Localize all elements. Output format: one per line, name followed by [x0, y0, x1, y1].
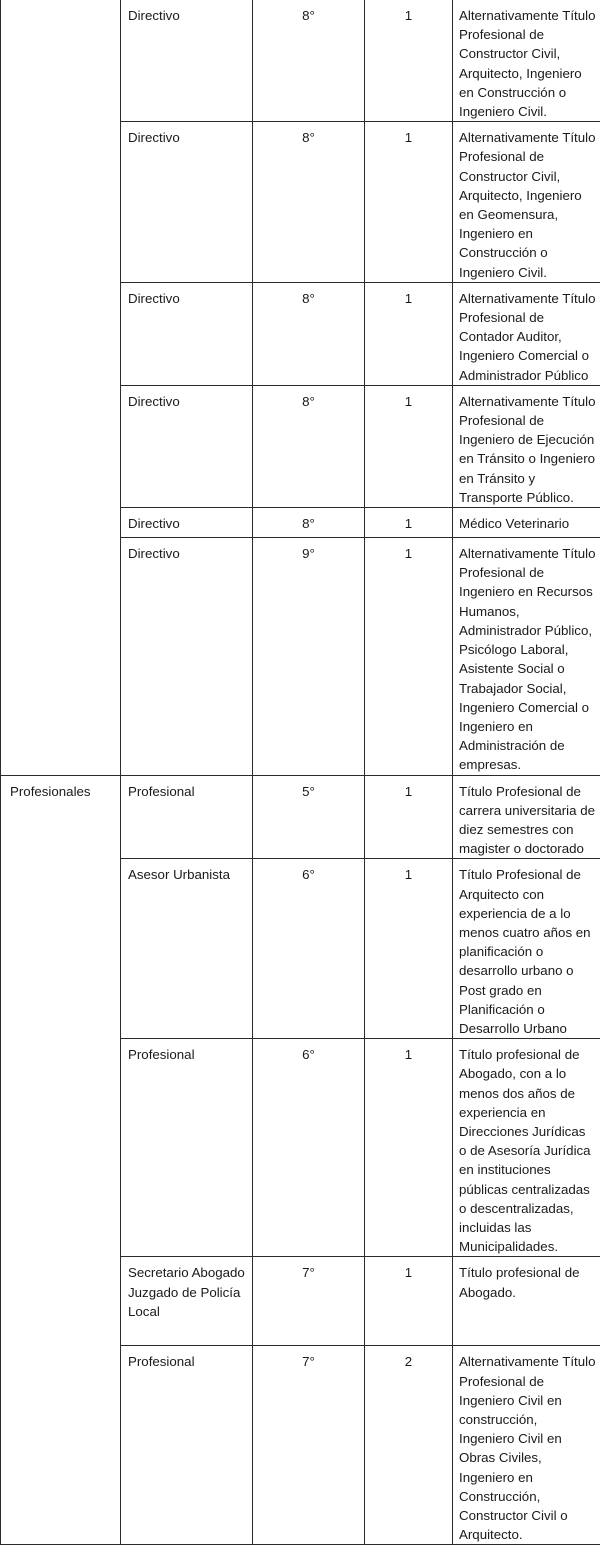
cargo-cell: Profesional: [121, 1346, 253, 1545]
grado-cell: 9°: [253, 538, 365, 775]
cantidad-cell: 1: [365, 1257, 453, 1346]
table-row: [1, 1257, 600, 1346]
requisito-cell: Título profesional de Abogado.: [453, 1257, 600, 1346]
cargo-cell: Directivo: [121, 538, 253, 775]
cantidad-cell: 1: [365, 122, 453, 283]
grado-cell: 8°: [253, 282, 365, 385]
requisito-cell: Alternativamente Título Profesional de Ingeniero Civil en construcción, Ingeniero Civil en Obras Civiles, Ingeniero en Construcción, Constructor Civil o Arquitecto.: [453, 1346, 600, 1545]
table-row: [1, 1346, 600, 1545]
cargo-cell: Directivo: [121, 282, 253, 385]
cargo-cell: Secretario Abogado Juzgado de Policía Local: [121, 1257, 253, 1346]
table-row: [1, 859, 600, 1039]
cargo-cell: Profesional: [121, 1039, 253, 1257]
grado-cell: 5°: [253, 775, 365, 859]
cantidad-cell: 1: [365, 385, 453, 507]
cantidad-cell: 1: [365, 775, 453, 859]
cargo-cell: Asesor Urbanista: [121, 859, 253, 1039]
table-row: [1, 538, 600, 775]
categoria-cell: [1, 1346, 121, 1545]
cargo-cell: Directivo: [121, 122, 253, 283]
grado-cell: 7°: [253, 1346, 365, 1545]
requisito-cell: Alternativamente Título Profesional de Constructor Civil, Arquitecto, Ingeniero en Construcción o Ingeniero Civil.: [453, 0, 600, 122]
cargo-cell: Profesional: [121, 775, 253, 859]
grado-cell: 8°: [253, 0, 365, 122]
requisito-cell: Alternativamente Título Profesional de Ingeniero de Ejecución en Tránsito o Ingeniero en Tránsito y Transporte Público.: [453, 385, 600, 507]
table-row: [1, 282, 600, 385]
cantidad-cell: 1: [365, 282, 453, 385]
requisito-cell: Médico Veterinario: [453, 508, 600, 538]
grado-cell: 8°: [253, 122, 365, 283]
grado-cell: 6°: [253, 859, 365, 1039]
categoria-cell: [1, 1257, 121, 1346]
requisito-cell: Título profesional de Abogado, con a lo menos dos años de experiencia en Direcciones Jurídicas o de Asesoría Jurídica en instituciones públicas centralizadas o descentralizadas, incluidas las Municipalidades.: [453, 1039, 600, 1257]
categoria-cell: [1, 508, 121, 538]
categoria-cell: [1, 1039, 121, 1257]
requisito-cell: Título Profesional de carrera universitaria de diez semestres con magister o doctorado: [453, 775, 600, 859]
categoria-cell: [1, 122, 121, 283]
categoria-cell: [1, 538, 121, 775]
cantidad-cell: 1: [365, 0, 453, 122]
requisito-cell: Título Profesional de Arquitecto con experiencia de a lo menos cuatro años en planificación o desarrollo urbano o Post grado en Planificación o Desarrollo Urbano: [453, 859, 600, 1039]
cargo-cell: Directivo: [121, 0, 253, 122]
categoria-cell: Profesionales: [1, 775, 121, 859]
grado-cell: 8°: [253, 385, 365, 507]
cantidad-cell: 1: [365, 508, 453, 538]
requisito-cell: Alternativamente Título Profesional de Ingeniero en Recursos Humanos, Administrador Público, Psicólogo Laboral, Asistente Social o Trabajador Social, Ingeniero Comercial o Ingeniero en Administración de empresas.: [453, 538, 600, 775]
cargo-cell: Directivo: [121, 508, 253, 538]
table-row: [1, 508, 600, 538]
requisito-cell: Alternativamente Título Profesional de Constructor Civil, Arquitecto, Ingeniero en Geomensura, Ingeniero en Construcción o Ingeniero Civil.: [453, 122, 600, 283]
table-row: [1, 775, 600, 859]
categoria-cell: [1, 282, 121, 385]
cantidad-cell: 1: [365, 859, 453, 1039]
table-row: [1, 385, 600, 507]
categoria-cell: [1, 0, 121, 122]
cantidad-cell: 2: [365, 1346, 453, 1545]
table-row: [1, 122, 600, 283]
categoria-cell: [1, 385, 121, 507]
grado-cell: 7°: [253, 1257, 365, 1346]
cantidad-cell: 1: [365, 538, 453, 775]
cargo-cell: Directivo: [121, 385, 253, 507]
requisito-cell: Alternativamente Título Profesional de Contador Auditor, Ingeniero Comercial o Administrador Público: [453, 282, 600, 385]
grado-cell: 8°: [253, 508, 365, 538]
grado-cell: 6°: [253, 1039, 365, 1257]
cantidad-cell: 1: [365, 1039, 453, 1257]
table-row: [1, 1039, 600, 1257]
categoria-cell: [1, 859, 121, 1039]
table-row: [1, 0, 600, 122]
